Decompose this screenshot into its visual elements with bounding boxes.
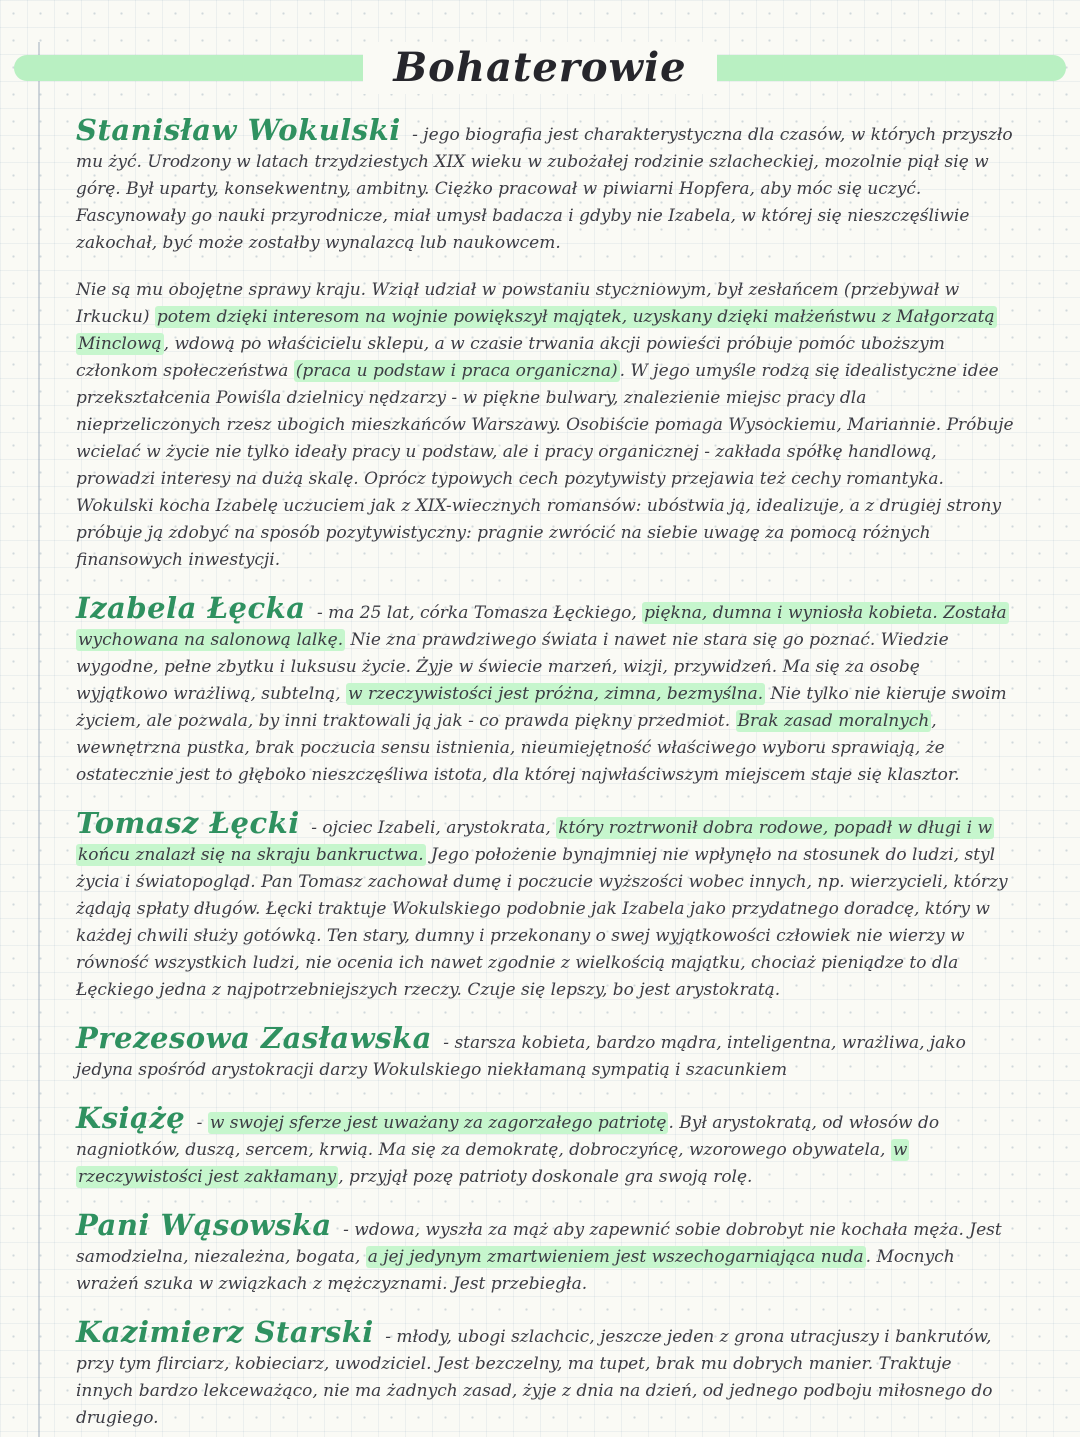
character-name: Stanisław Wokulski (76, 113, 401, 147)
character-section (76, 806, 1014, 1004)
character-name: Tomasz Łęcki (76, 806, 300, 840)
text-segment: . W jego umyśle rodzą się idealistyczne idee przekształcenia Powiśla dzielnicy nędzarzy - w piękne bulwary, znalezienie miejsc pracy dla nieprzeliczonych rzesz ubogich mieszkańców Warszawy. Osobiście pomaga Wysockiemu, Mariannie. Próbuje wcielać w życie nie tylko ideały pracy u podstaw, ale i pracy organicznej - zakłada spółkę handlową, prowadzi interesy na dużą skalę. Oprócz typowych cech pozytywisty przejawia też cechy romantyka. Wokulski kocha Izabelę uczuciem jak z XIX-wiecznych romansów: ubóstwia ją, idealizuje, a z drugiej strony próbuje ją zdobyć na sposób pozytywistyczny: pragnie zwrócić na siebie uwagę za pomocą różnych finansowych inwestycji. (76, 361, 1014, 570)
text-segment: - starsza kobieta, bardzo mądra, inteligentna, wrażliwa, jako jedyna spośród arystokracji darzy Wokulskiego niekłamaną sympatią i szacunkiem (76, 1033, 966, 1080)
text-segment: - (196, 1113, 208, 1133)
character-name: Książę (76, 1101, 186, 1135)
note-paragraph (76, 1208, 1014, 1298)
text-segment: - młody, ubogi szlachcic, jeszcze jeden z grona utracjuszy i bankrutów, przy tym flirciarz, kobieciarz, uwodziciel. Jest bezczelny, ma tupet, brak mu dobrych manier. Traktuje innych bardzo lekceważąco, nie ma żadnych zasad, żyje z dnia na dzień, od jednego podboju miłosnego do drugiego. (76, 1327, 993, 1428)
text-segment: Nie zna prawdziwego świata i nawet nie stara się go poznać. Wiedzie wygodne, pełne zbytku i luksusu życie. Żyje w świecie marzeń, wizji, przywidzeń. Ma się za osobę wyjątkowo wrażliwą, subtelną, (76, 630, 949, 704)
page-title: Bohaterowie (363, 42, 716, 94)
character-name: Kazimierz Starski (76, 1315, 374, 1349)
page-header (14, 42, 1066, 94)
highlighted-text: który roztrwonił dobra rodowe, popadł w długi i w końcu znalazł się na skraju bankructwa. (78, 818, 992, 865)
highlighted-text: potem dzięki interesom na wojnie powiększył majątek, uzyskany dzięki małżeństwu z Małgorzatą Minclową (78, 307, 995, 354)
highlighted-text: w rzeczywistości jest próżna, zimna, bezmyślna. (348, 684, 764, 704)
character-name: Izabela Łęcka (76, 591, 306, 625)
text-segment: . Mocnych wrażeń szuka w związkach z mężczyznami. Jest przebiegła. (76, 1247, 955, 1294)
character-section (76, 1208, 1014, 1298)
text-segment: . Był arystokratą, od włosów do nagniotków, duszą, sercem, krwią. Ma się za demokratę, dobroczyńcę, wzorowego obywatela, (76, 1113, 940, 1160)
highlighted-text: (praca u podstaw i praca organiczna) (295, 361, 618, 381)
highlighted-text: piękna, dumna i wyniosła kobieta. Została wychowana na salonową lalkę. (78, 603, 1007, 650)
text-segment: , wdową po właścicielu sklepu, a w czasie trwania akcji powieści próbuje pomóc uboższym członkom społeczeństwa (76, 334, 945, 381)
character-section (76, 1315, 1014, 1432)
margin-line (38, 42, 40, 1437)
text-segment: - wdowa, wyszła za mąż aby zapewnić sobie dobrobyt nie kochała męża. Jest samodzielna, niezależna, bogata, (76, 1220, 1002, 1267)
note-paragraph (76, 806, 1014, 1004)
highlighted-text: Brak zasad moralnych (737, 711, 930, 731)
text-segment: Nie tylko nie kieruje swoim życiem, ale pozwala, by inni traktowali ją jak - co prawda piękny przedmiot. (76, 684, 1007, 731)
notes-content (0, 94, 1080, 1432)
character-section (76, 113, 1014, 574)
highlighted-text: a jej jedynym zmartwieniem jest wszechogarniająca nuda (367, 1247, 864, 1267)
text-segment: Nie są mu obojętne sprawy kraju. Wziął udział w powstaniu styczniowym, był zesłańcem (przebywał w Irkucku) (76, 280, 960, 327)
text-segment: Jego położenie bynajmniej nie wpłynęło na stosunek do ludzi, styl życia i światopogląd. Pan Tomasz zachował dumę i poczucie wyższości wobec innych, np. wierzycieli, którzy żądają spłaty długów. Łęcki traktuje Wokulskiego podobnie jak Izabela jako przydatnego doradcę, który w każdej chwili służy gotówką. Ten stary, dumny i przekonany o swej wyjątkowości człowiek nie wierzy w równość wszystkich ludzi, nie ocenia ich nawet zgodnie z wielkością majątku, chociaż pieniądze to dla Łęckiego jedna z najpotrzebniejszych rzeczy. Czuje się lepszy, bo jest arystokratą. (76, 845, 1008, 1000)
notes-page (0, 42, 1080, 1437)
note-paragraph (76, 1021, 1014, 1084)
note-paragraph (76, 1101, 1014, 1191)
character-section (76, 1021, 1014, 1084)
highlighted-text: w swojej sferze jest uważany za zagorzałego patriotę (209, 1113, 667, 1133)
character-section (76, 1101, 1014, 1191)
text-segment: - jego biografia jest charakterystyczna dla czasów, w których przyszło mu żyć. Urodzony w latach trzydziestych XIX wieku w zubożałej rodzinie szlacheckiej, mozolnie piął się w górę. Był uparty, konsekwentny, ambitny. Ciężko pracował w piwiarni Hopfera, aby móc się uczyć. Fascynowały go nauki przyrodnicze, miał umysł badacza i gdyby nie Izabela, w której się nieszczęśliwie zakochał, być może zostałby wynalazcą lub naukowcem. (76, 125, 1013, 253)
note-paragraph (76, 113, 1014, 257)
character-name: Prezesowa Zasławska (76, 1021, 432, 1055)
character-section (76, 591, 1014, 789)
note-paragraph (76, 591, 1014, 789)
text-segment: - ma 25 lat, córka Tomasza Łęckiego, (316, 603, 643, 623)
text-segment: , wewnętrzna pustka, brak poczucia sensu istnienia, nieumiejętność właściwego wyboru sprawiają, że ostatecznie jest to głęboko nieszczęśliwa istota, dla której najwłaściwszym miejscem staje się klasztor. (76, 711, 960, 785)
note-paragraph (76, 277, 1014, 574)
note-paragraph (76, 1315, 1014, 1432)
text-segment: - ojciec Izabeli, arystokrata, (311, 818, 557, 838)
text-segment: , przyjął pozę patrioty doskonale gra swoją rolę. (338, 1167, 753, 1187)
highlighted-text: w rzeczywistości jest zakłamany (78, 1140, 908, 1187)
character-name: Pani Wąsowska (76, 1208, 332, 1242)
